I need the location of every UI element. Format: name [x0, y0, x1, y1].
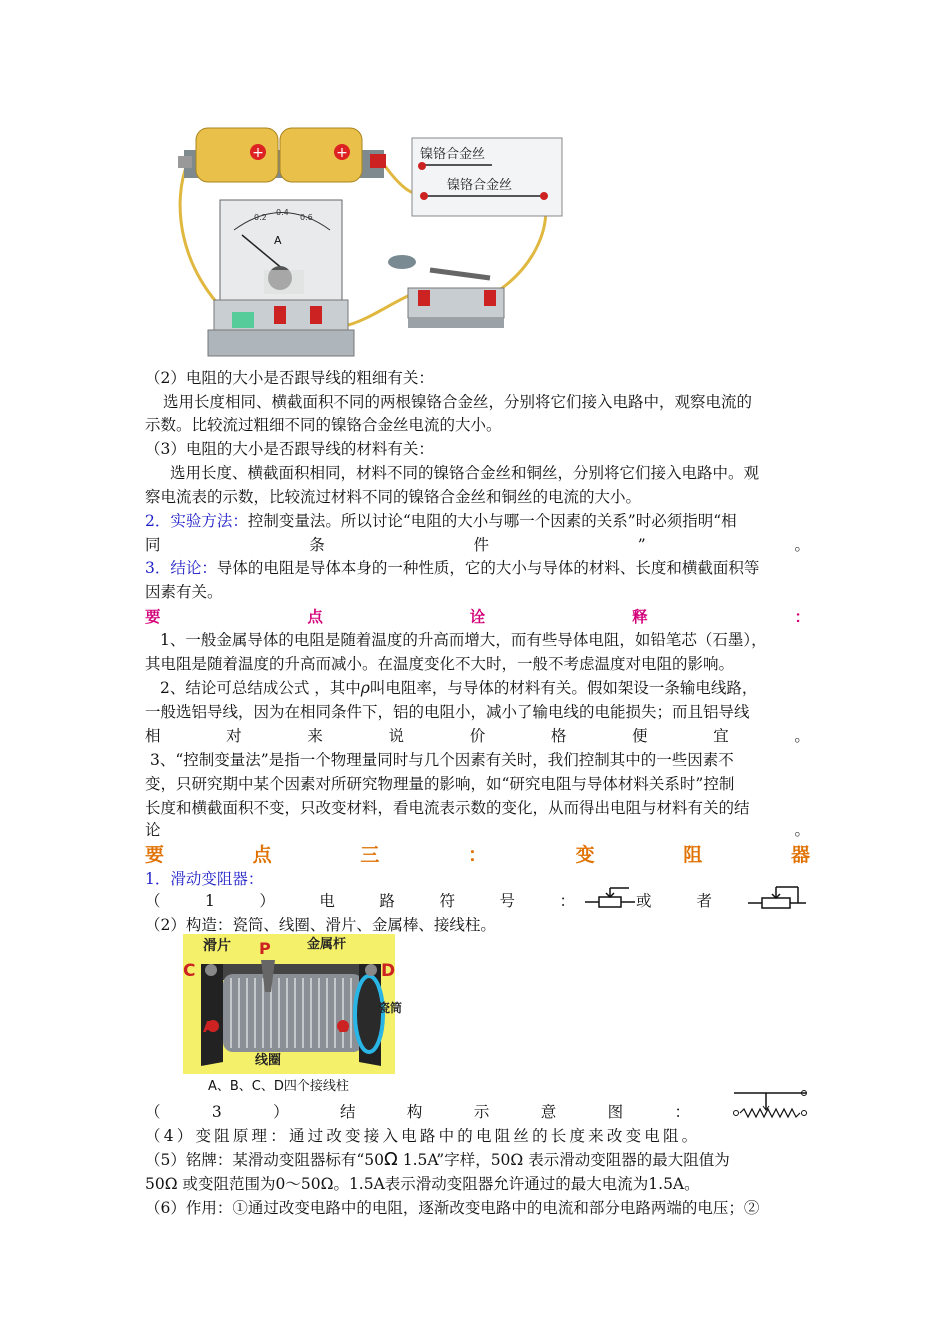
svg-text:A: A	[274, 234, 282, 247]
svg-text:0.4: 0.4	[276, 208, 289, 217]
method-line	[145, 510, 810, 532]
svg-text:镍铬合金丝: 镍铬合金丝	[447, 178, 513, 193]
svg-text:瓷筒: 瓷筒	[378, 1001, 403, 1015]
kp3-line4: 论 。	[145, 821, 810, 839]
method-text: 控制变量法。所以讨论“电阻的大小与哪一个因素的关系”时必须指明“相	[247, 512, 737, 530]
para2-heading: （2）电阻的大小是否跟导线的粗细有关：	[145, 369, 434, 387]
rheostat-symbol-1	[585, 886, 635, 912]
key-points-heading: 要 点 诠 释 ：	[145, 607, 810, 626]
method-label: 2．实验方法：	[145, 512, 248, 530]
ohm-symbol: Ω	[384, 1149, 398, 1170]
nameplate-line2: 50Ω 或变阻范围为0～50Ω。1.5A表示滑动变阻器允许通过的最大电流为1.5A。	[145, 1175, 700, 1193]
svg-text:C: C	[183, 961, 196, 981]
rheostat-photo	[183, 934, 403, 1074]
section3-heading: 要 点 三 ： 变 阻 器	[145, 844, 810, 866]
para3-heading: （3）电阻的大小是否跟导线的材料有关：	[145, 440, 434, 458]
kp3-line1: 3、“控制变量法”是指一个物理量同时与几个因素有关时，我们控制其中的一些因素不	[150, 751, 734, 769]
structure-line: （ 3 ） 结 构 示 意 图 ：	[145, 1103, 690, 1121]
para2-line1: 选用长度相同、横截面积不同的两根镍铬合金丝，分别将它们接入电路中，观察电流的	[163, 393, 753, 411]
para3-line2: 察电流表的示数，比较流过材料不同的镍铬合金丝和铜丝的电流的大小。	[145, 488, 642, 506]
conclusion-text: 导体的电阻是导体本身的一种性质，它的大小与导体的材料、长度和横截面积等	[216, 559, 760, 577]
structure-diagram	[732, 1087, 808, 1123]
method-cont: 同 条 件 ” 。	[145, 536, 810, 554]
kp2-line1: 2、结论可总结成公式 ，其中ρ叫电阻率，与导体的材料有关。假如架设一条输电线路，	[160, 679, 758, 697]
para3-line1: 选用长度、横截面积相同，材料不同的镍铬合金丝和铜丝，分别将它们接入电路中。观	[170, 464, 760, 482]
kp1-line2: 其电阻是随着温度的升高而减小。在温度变化不大时，一般不考虑温度对电阻的影响。	[145, 655, 735, 673]
svg-text:P: P	[259, 939, 271, 958]
principle-line: （4）变阻原理：通过改变接入电路中的电阻丝的长度来改变电阻。	[145, 1127, 701, 1145]
svg-text:+: +	[336, 145, 348, 161]
or-text: 或 者	[636, 892, 712, 910]
kp2-line3: 相 对 来 说 价 格 便 宜 。	[145, 727, 810, 745]
svg-text:线圈: 线圈	[255, 1053, 282, 1068]
svg-text:D: D	[381, 961, 396, 981]
kp3-line2: 变，只研究期中某个因素对所研究物理量的影响，如“研究电阻与导体材料关系时”控制	[145, 775, 735, 793]
svg-text:滑片: 滑片	[203, 938, 231, 954]
nameplate-line1: （5）铭牌：某滑动变阻器标有“50Ω 1.5A”字样，50Ω 表示滑动变阻器的最大阻值为	[145, 1149, 730, 1170]
svg-text:+: +	[252, 145, 264, 161]
svg-text:镍铬合金丝: 镍铬合金丝	[420, 147, 486, 162]
svg-text:金属杆: 金属杆	[307, 937, 347, 952]
kp1-line1: 1、一般金属导体的电阻是随着温度的升高而增大，而有些导体电阻，如铅笔芯（石墨），	[160, 631, 767, 649]
function-line: （6）作用：①通过改变电路中的电阻，逐渐改变电路中的电流和部分电路两端的电压；②	[145, 1199, 760, 1217]
svg-text:0.2: 0.2	[254, 213, 267, 222]
conclusion-label: 3．结论：	[145, 559, 217, 577]
rho-symbol: ρ	[360, 679, 370, 697]
para2-line2: 示数。比较流过粗细不同的镍铬合金丝电流的大小。	[145, 416, 502, 434]
kp3-line3: 长度和横截面积不变，只改变材料，看电流表示数的变化，从而得出电阻与材料有关的结	[145, 799, 750, 817]
circuit-figure	[172, 120, 592, 370]
svg-text:B: B	[338, 1018, 350, 1036]
photo-caption: A、B、C、D四个接线柱	[208, 1079, 349, 1094]
conclusion-line2: 因素有关。	[145, 583, 223, 601]
rheostat-label: 1．滑动变阻器：	[145, 870, 264, 888]
kp2-line2: 一般选铝导线，因为在相同条件下，铝的电阻小，减小了输电线的电能损失；而且铝导线	[145, 703, 750, 721]
rheostat-symbol-2	[748, 883, 808, 913]
svg-text:A: A	[203, 1018, 215, 1036]
conclusion-line	[145, 557, 810, 579]
svg-text:0.6: 0.6	[300, 213, 313, 222]
construction-line: （2）构造：瓷筒、线圈、滑片、金属棒、接线柱。	[145, 916, 496, 934]
symbol-line: （ 1 ） 电 路 符 号 ：	[145, 892, 575, 910]
